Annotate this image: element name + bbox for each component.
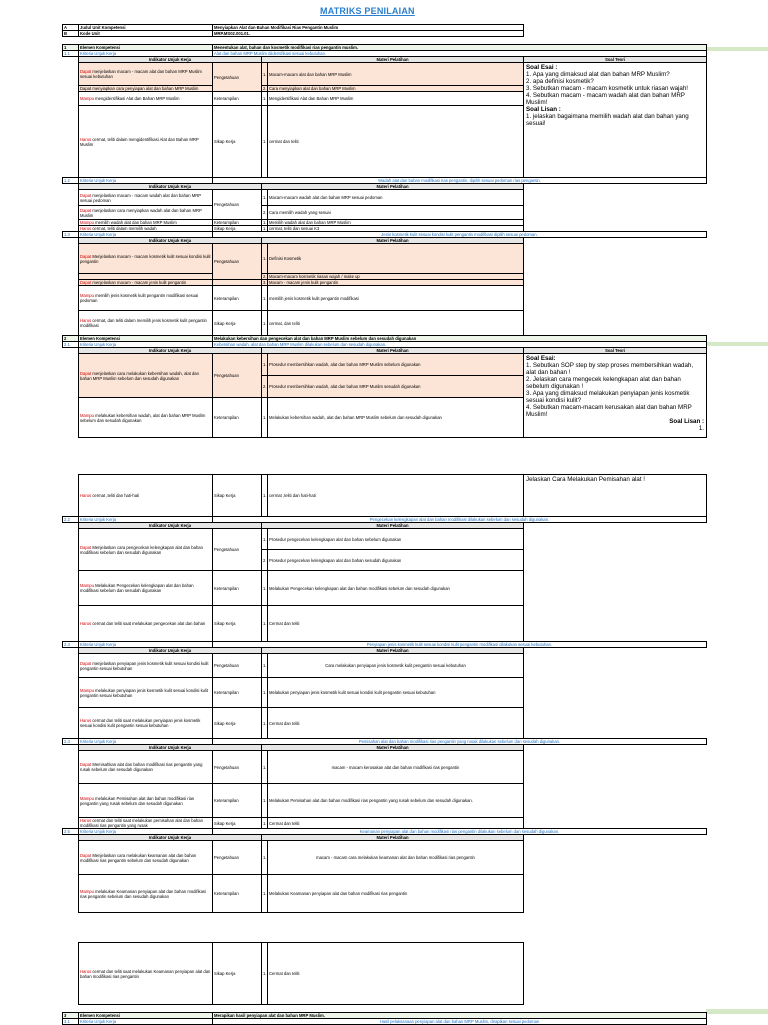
column-header-row: Indikator Unjuk Kerja Materi Pelatihan [63,523,707,529]
sheet-page-2 [62,474,706,913]
matrix-table-page-1 [62,24,707,438]
indicator-row: Dapat menjelaskan cara melakukan kebersihan wadah, alat dan bahan MRP Muslim sebelum dan sesudah digunakan Pengetahuan 1. Prosedur membersihkan wadah, alat dan bahan MRP Muslim sebelum digunakan Soal Esai: 1. Sebutkan SOP step by step proses membersihkan wadah, alat dan bahan ! 2. Jelaskan cara mengecek kelengkapan alat dan bahan sebelum digunakan ! 3. Apa yang dimaksud melakukan penyiapan jenis kosmetik sesuai kondisi kulit? 4. Sebutkan macam-macam kerusakan alat dan bahan MRP Muslim! Soal Lisan : 1. [63,354,707,376]
indicator-row: Dapat Menjelaskan macam - macam kosmetik kulit sesuai kondisi kulit pengantin Pengetahuan 1. Definisi Kosmetik [63,244,707,274]
green-band [706,342,768,346]
indicator-row: Dapat menjelaskan cara menyiapkan wadah alat dan bahan MRP Muslim 2. Cara memilih wadah yang sesuai [63,206,707,220]
indicator-text: Dapat menyiapkan cara penyiapan alat dan bahan MRP Muslim [79,86,213,92]
meta-key: B [63,31,79,37]
meta-label: Judul Unit Kompetensi [79,25,213,31]
materi-text: Mengidentifikasi Alat dan Bahan MRP Muslim [268,92,524,106]
indicator-row: Mampu mengidentifikasi Alat dan Bahan MRP Muslim Keterampilan 1. Mengidentifikasi Alat dan Bahan MRP Muslim [63,92,707,106]
indicator-row: Mampu memilih jenis kosmetik kulit pengantin modifikasi sesuai pedoman Keterampilan 1. memilih jenis kosmetik kulit pengantin modifikasi [63,286,707,311]
indicator-row: Mampu melakukan kebersihan wadah, alat dan bahan MRP Muslim sebelum dan sesudah digunakan Keterampilan 1. Melakukan kebersihan wadah, alat dan bahan MRP Muslim sebelum dan sesudah digunakan [63,398,707,438]
indicator-row: Dapat Memisahkan alat dan bahan modifikasi rias pengantin yang rusak sebelum dan sesudah digunakan Pengetahuan 1. macam - macam kerusakan alat dan bahan modifikasi rias pengantin [63,751,707,784]
header-indikator: Indikator Unjuk Kerja [79,57,262,63]
header-materi: Materi Pelatihan [262,57,524,63]
materi-text: Macam-macam alat dan bahan MRP Muslim [268,63,524,86]
indicator-row: Dapat Menjelaskan cara pengecekan kelengkapan alat dan bahan modifikasi sebelum dan sesudah digunakan Pengetahuan 1. Prosedur pengecekan kelengkapan alat dan bahan sebelum digunakan [63,529,707,550]
aspect-label: Keterampilan [213,92,262,106]
indicator-row: Mampu memilih wadah alat dan bahan MRP Muslim Keterampilan 1. Memilih wadah alat dan bahan MRP Muslim [63,220,707,226]
materi-text: Cara menyiapkan alat dan bahan MRP Muslim [268,86,524,92]
kuk-no: 1.1 [63,51,79,57]
indicator-row: Harus cermat dan teliti saat melakukan Keamanan penyiapan alat dan bahan modifikasi rias pengantin Sikap Kerja 1. Cermat dan teliti [63,943,707,1005]
kuk-label: Kriteria Unjuk Kerja [79,51,213,57]
indicator-row: Mampu melakukan penyiapan jenis kosmetik kulit sesuai kondisi kulit pengantin sesuai kebutuhan Keterampilan 1. Melakukan penyiapan jenis kosmetik kulit sesuai kondisi kulit pengantin sesuai kebutuhan [63,678,707,708]
indicator-row: Mampu melakukan Pemisahan alat dan bahan modifikasi rias pengantin yang rusak sebelum dan sesudah digunakan Keterampilan 1. Melakukan Pemisahan alat dan bahan modifikasi rias pengantin yang rusak sebelum dan sesudah digunakan. [63,784,707,818]
materi-text: cermat dan teliti [268,106,524,178]
sheet-page-3 [62,942,706,1025]
indicator-row: Dapat menjelaskan macam - macam jenis kulit pengantin 3. Macam - macam jenis kulit pengantin [63,280,707,286]
indicator-row: Harus cermat dan teliti saat melakukan pemisahan alat dan bahan modifikasi rias pengantin yang rusak Sikap Kerja 1. Cermat dan teliti [63,818,707,829]
page-title: MATRIKS PENILAIAN [320,6,415,16]
aspect-label: Sikap Kerja [213,106,262,178]
matrix-table-page-2 [62,474,707,913]
indicator-row: Dapat menjelaskan macam - macam wadah alat dan bahan MRP sesuai pedoman Pengetahuan 1. Macam-macam wadah alat dan bahan MRP sesuai pedoman [63,190,707,206]
indicator-row: Harus cermat, dan teliti dalam memilih jenis kosmetik kulit pengantin modifikasi Sikap Kerja 1. cermat, dan teliti [63,311,707,336]
column-header-row: Indikator Unjuk Kerja Materi Pelatihan [63,648,707,654]
kuk-value: Alat dan bahan MRP Muslim diidentifikasi sesuai kebutuhan. [213,51,707,57]
column-header-row: Indikator Unjuk Kerja Materi Pelatihan Soal Teori [63,348,707,354]
indicator-text: Harus cermat, teliti dalam mengidentifikasi Alat dan Bahan MRP Muslim [79,106,213,178]
column-header-row: Indikator Unjuk Kerja Materi Pelatihan [63,835,707,841]
column-header-row: Indikator Unjuk Kerja Materi Pelatihan [63,184,707,190]
indicator-row: 2. Macam-macam kosmetik riasan wajah / make up [63,274,707,280]
kuk-row: 3.1 Kriteria Unjuk Kerja Hasil pelaksanaan penyiapan alat dan bahan MRP Muslim, dirapikan sesuai pedoman [63,1019,707,1025]
indicator-row: 2. Prosedur membersihkan wadah, alat dan bahan MRP Muslim sesudah digunakan [63,376,707,398]
meta-label: Kode Unit [79,31,213,37]
kuk-row: 1.2 Kriteria Unjuk Kerja Wadah alat dan bahan modifikasi rias pengantin, dipilih sesuai pedoman rias pengantin. [63,178,707,184]
meta-key: A [63,25,79,31]
aspect-label: Pengetahuan [213,63,262,92]
header-soal: Soal Teori [524,57,707,63]
elemen-label: Elemen Kompetensi [79,45,213,51]
indicator-row: Mampu Melakukan Pengecekan kelengkapan alat dan bahan modifikasi sebelum dan sesudah digunakan Keterampilan 1. Melakukan Pengecekan kelengkapan alat dan bahan modifikasi sebelum dan sesudah digunakan [63,571,707,606]
indicator-row: Harus cermat, teliti dalam mengidentifikasi Alat dan Bahan MRP Muslim Sikap Kerja 1. cermat dan teliti [63,106,707,178]
indicator-row: Mampu melakukan Keamanan penyiapan alat dan bahan modifikasi rias pengantin sebelum dan sesudah digunakan Keterampilan 1. Melakukan Keamanan penyiapan alat dan bahan modifikasi rias pengantin [63,875,707,913]
green-band [706,47,768,51]
column-header-row: Indikator Unjuk Kerja Materi Pelatihan [63,238,707,244]
elemen-row: 3 Elemen Kompetensi Merapikan hasil penyiapan alat dan bahan MRP Muslim. [63,1013,707,1019]
indicator-text: Mampu mengidentifikasi Alat dan Bahan MRP Muslim [79,92,213,106]
kuk-row: 2.1 Kriteria Unjuk Kerja Kebersihan wadah, alat dan bahan MRP Muslim dilakukan sebelum dan sesudah digunakan. [63,342,707,348]
indicator-row: Dapat Menjelaskan cara melakukan keamanan alat dan bahan modifikasi rias pengantin sebelum dan sesudah digunakan Pengetahuan 1. macam - macam cara melakukan keamanan alat dan bahan modifikasi rias pengantin [63,841,707,875]
meta-value: MRP.MS02.001.01. [213,31,524,37]
kuk-row: 1.3 Kriteria Unjuk Kerja Jenis kosmetik kulit sesuai kondisi kulit pengantin modifikasi dipilih sesuai pedoman. [63,232,707,238]
meta-value: Menyiapkan Alat dan Bahan Modifikasi Rias Pengantin Muslim [213,25,524,31]
soal-teori-2-cont: Jelaskan Cara Melakukan Pemisahan alat ! [524,475,707,517]
indicator-row: 2. Prosedur pengecekan kelengkapan alat dan bahan sesudah digunakan [63,550,707,571]
elemen-no: 1 [63,45,79,51]
indicator-text: Dapat menjelaskan macam - macam alat dan bahan MRP Muslim sesuai kebutuhan [79,63,213,86]
soal-teori-1: Soal Esai : 1. Apa yang dimaksud alat dan bahan MRP Muslim? 2. apa definisi kosmetik? 3. Sebutkan macam - macam kosmetik untuk riasan wajah! 4. Sebutkan macam - macam wadah alat dan bahan MRP Muslim! Soal Lisan : 1. jelaskan bagaimana memilih wadah alat dan bahan yang sesuai! [524,63,707,178]
indicator-row: Harus cermat dan teliti saat melakukan penyiapan jenis kosmetik sesuai kondisi kulit pengantin sesuai kebutuhan Sikap Kerja 1. Cermat dan teliti [63,708,707,739]
column-header-row [63,57,707,63]
elemen-value: Menentukan alat, bahan dan kosmetik modifikasi rias pengantin muslim. [213,45,707,51]
kuk-row: 2.4 Kriteria Unjuk Kerja Pemisahan alat dan bahan modifikasi rias pengantin yang rusak dilakukan sebelum dan sesudah digunakan. [63,739,707,745]
indicator-row: Dapat menjelaskan macam - macam alat dan bahan MRP Muslim sesuai kebutuhan Pengetahuan 1. Macam-macam alat dan bahan MRP Muslim Soal Esai : 1. Apa yang dimaksud alat dan bahan MRP Muslim? 2. apa definisi kosmetik? 3. Sebutkan macam - macam kosmetik untuk riasan wajah! 4. Sebutkan macam - macam wadah alat dan bahan MRP Muslim! Soal Lisan : 1. jelaskan bagaimana memilih wadah alat dan bahan yang sesuai! [63,63,707,86]
indicator-row: Dapat menjelaskan penyiapan jenis kosmetik kulit sesuai kondisi kulit pengantin sesuai kebutuhan Pengetahuan 1. Cara melakukan penyiapan jenis kosmetik kulit pengantin sesuai kebutuhan [63,654,707,678]
elemen-row: 2 Elemen Kompetensi Melakukan kebersihan dan pengecekan alat dan bahan MRP Muslim sebelum dan sesudah digunakan [63,336,707,342]
sheet-page-1 [62,24,706,438]
kuk-row: 2.2 Kriteria Unjuk Kerja Pengecekan kelengkapan alat dan bahan modifikasi dilakukan sebelum dan sesudah digunakan. [63,517,707,523]
indicator-row: Harus cermat, teliti dalam memilih wadah Sikap Kerja 1. cermat, teliti dan sesuai K3 [63,226,707,232]
soal-teori-2: Soal Esai: 1. Sebutkan SOP step by step proses membersihkan wadah, alat dan bahan ! 2. Jelaskan cara mengecek kelengkapan alat dan bahan sebelum digunakan ! 3. Apa yang dimaksud melakukan penyiapan jenis kosmetik sesuai kondisi kulit? 4. Sebutkan macam-macam kerusakan alat dan bahan MRP Muslim! Soal Lisan : 1. [524,354,707,438]
kuk-row: 2.3 Kriteria Unjuk Kerja Penyiapan jenis kosmetik kulit sesuai kondisi kulit pengantin modifikasi dilakukan sesuai kebutuhan. [63,642,707,648]
indicator-row: Harus cermat ,teliti dan hati-hati Sikap Kerja 1. cermat ,teliti dan hati-hati Jelaskan Cara Melakukan Pemisahan alat ! [63,475,707,517]
indicator-row: Dapat menyiapkan cara penyiapan alat dan bahan MRP Muslim 2. Cara menyiapkan alat dan bahan MRP Muslim [63,86,707,92]
indicator-row: Harus cermat dan teliti saat melakukan pengecekan alat dan bahan Sikap Kerja 1. Cermat dan teliti [63,606,707,642]
column-header-row: Indikator Unjuk Kerja Materi Pelatihan [63,745,707,751]
matrix-table-page-3 [62,942,707,1025]
kuk-row: 2.5 Kriteria Unjuk Kerja Keamanan penyiapan alat dan bahan modifikasi rias pengantin dilakukan sebelum dan sesudah digunakan. [63,829,707,835]
green-band [706,1009,768,1014]
